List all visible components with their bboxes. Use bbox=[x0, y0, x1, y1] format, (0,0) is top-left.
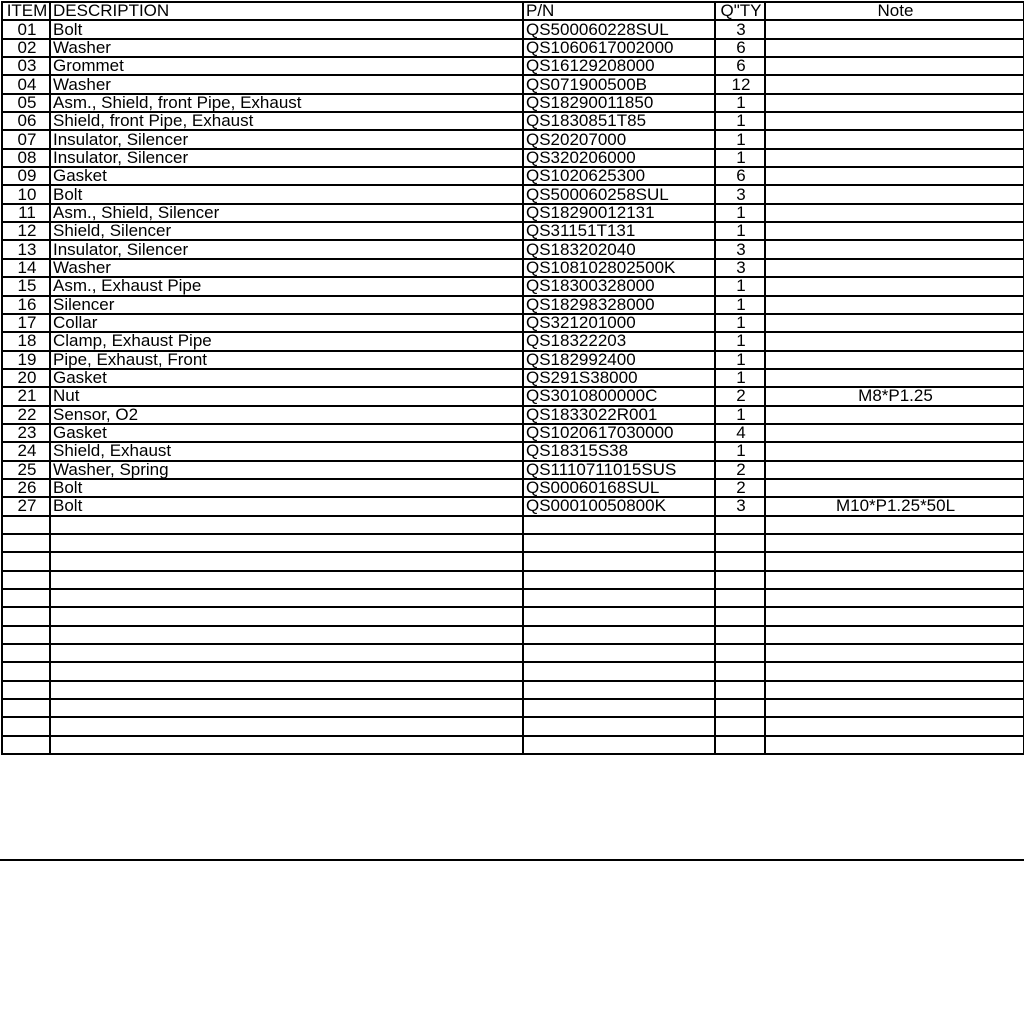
table-row bbox=[2, 497, 1024, 515]
part-number-cell bbox=[523, 644, 715, 662]
note-cell bbox=[765, 57, 1024, 75]
part-number-cell: QS20207000 bbox=[523, 130, 715, 148]
item-number-cell: 10 bbox=[2, 185, 50, 203]
note-cell bbox=[765, 644, 1024, 662]
quantity-cell: 2 bbox=[715, 461, 765, 479]
table-row bbox=[2, 94, 1024, 112]
item-number-cell bbox=[2, 607, 50, 625]
item-number-cell bbox=[2, 736, 50, 754]
description-cell: Asm., Shield, front Pipe, Exhaust bbox=[50, 94, 523, 112]
description-cell: Shield, front Pipe, Exhaust bbox=[50, 112, 523, 130]
table-header-row bbox=[2, 2, 1024, 20]
part-number-cell: QS071900500B bbox=[523, 75, 715, 93]
description-cell bbox=[50, 534, 523, 552]
quantity-cell bbox=[715, 534, 765, 552]
item-number-cell: 27 bbox=[2, 497, 50, 515]
note-cell bbox=[765, 314, 1024, 332]
header-note: Note bbox=[765, 2, 1024, 20]
description-cell: Washer bbox=[50, 259, 523, 277]
part-number-cell: QS1830851T85 bbox=[523, 112, 715, 130]
table-row bbox=[2, 534, 1024, 552]
part-number-cell bbox=[523, 699, 715, 717]
part-number-cell: QS1020617030000 bbox=[523, 424, 715, 442]
note-cell bbox=[765, 222, 1024, 240]
part-number-cell bbox=[523, 717, 715, 735]
item-number-cell: 05 bbox=[2, 94, 50, 112]
item-number-cell: 01 bbox=[2, 20, 50, 38]
item-number-cell: 06 bbox=[2, 112, 50, 130]
quantity-cell: 3 bbox=[715, 20, 765, 38]
note-cell bbox=[765, 149, 1024, 167]
quantity-cell bbox=[715, 626, 765, 644]
bottom-divider bbox=[0, 859, 1024, 861]
item-number-cell: 16 bbox=[2, 296, 50, 314]
description-cell bbox=[50, 571, 523, 589]
table-row bbox=[2, 644, 1024, 662]
part-number-cell bbox=[523, 626, 715, 644]
part-number-cell: QS1833022R001 bbox=[523, 406, 715, 424]
item-number-cell bbox=[2, 717, 50, 735]
note-cell bbox=[765, 589, 1024, 607]
item-number-cell: 07 bbox=[2, 130, 50, 148]
note-cell bbox=[765, 626, 1024, 644]
note-cell bbox=[765, 112, 1024, 130]
quantity-cell: 6 bbox=[715, 167, 765, 185]
table-row bbox=[2, 57, 1024, 75]
item-number-cell bbox=[2, 681, 50, 699]
quantity-cell: 12 bbox=[715, 75, 765, 93]
item-number-cell: 26 bbox=[2, 479, 50, 497]
description-cell bbox=[50, 681, 523, 699]
table-row bbox=[2, 185, 1024, 203]
description-cell: Bolt bbox=[50, 20, 523, 38]
quantity-cell: 1 bbox=[715, 277, 765, 295]
table-row bbox=[2, 75, 1024, 93]
note-cell bbox=[765, 571, 1024, 589]
quantity-cell: 1 bbox=[715, 222, 765, 240]
header-description: DESCRIPTION bbox=[50, 2, 523, 20]
part-number-cell bbox=[523, 534, 715, 552]
description-cell: Washer, Spring bbox=[50, 461, 523, 479]
description-cell: Nut bbox=[50, 387, 523, 405]
quantity-cell: 1 bbox=[715, 130, 765, 148]
quantity-cell bbox=[715, 589, 765, 607]
table-row bbox=[2, 717, 1024, 735]
table-row bbox=[2, 461, 1024, 479]
description-cell bbox=[50, 699, 523, 717]
quantity-cell bbox=[715, 699, 765, 717]
description-cell bbox=[50, 736, 523, 754]
note-cell bbox=[765, 516, 1024, 534]
note-cell bbox=[765, 185, 1024, 203]
note-cell bbox=[765, 351, 1024, 369]
note-cell bbox=[765, 296, 1024, 314]
note-cell bbox=[765, 20, 1024, 38]
description-cell: Shield, Exhaust bbox=[50, 442, 523, 460]
quantity-cell bbox=[715, 717, 765, 735]
part-number-cell: QS108102802500K bbox=[523, 259, 715, 277]
description-cell bbox=[50, 516, 523, 534]
quantity-cell: 6 bbox=[715, 57, 765, 75]
part-number-cell bbox=[523, 516, 715, 534]
description-cell bbox=[50, 552, 523, 570]
item-number-cell bbox=[2, 589, 50, 607]
item-number-cell bbox=[2, 571, 50, 589]
part-number-cell: QS18298328000 bbox=[523, 296, 715, 314]
item-number-cell bbox=[2, 534, 50, 552]
quantity-cell: 1 bbox=[715, 112, 765, 130]
table-row bbox=[2, 204, 1024, 222]
note-cell bbox=[765, 369, 1024, 387]
description-cell: Collar bbox=[50, 314, 523, 332]
description-cell: Washer bbox=[50, 75, 523, 93]
item-number-cell: 17 bbox=[2, 314, 50, 332]
note-cell bbox=[765, 406, 1024, 424]
part-number-cell: QS18290011850 bbox=[523, 94, 715, 112]
part-number-cell: QS183202040 bbox=[523, 240, 715, 258]
item-number-cell: 25 bbox=[2, 461, 50, 479]
table-row bbox=[2, 571, 1024, 589]
quantity-cell: 1 bbox=[715, 204, 765, 222]
table-row bbox=[2, 589, 1024, 607]
header-part-number: P/N bbox=[523, 2, 715, 20]
description-cell: Insulator, Silencer bbox=[50, 149, 523, 167]
part-number-cell bbox=[523, 571, 715, 589]
description-cell: Insulator, Silencer bbox=[50, 240, 523, 258]
part-number-cell bbox=[523, 607, 715, 625]
item-number-cell: 08 bbox=[2, 149, 50, 167]
part-number-cell bbox=[523, 589, 715, 607]
quantity-cell bbox=[715, 571, 765, 589]
item-number-cell: 12 bbox=[2, 222, 50, 240]
quantity-cell: 1 bbox=[715, 94, 765, 112]
quantity-cell: 3 bbox=[715, 497, 765, 515]
description-cell: Insulator, Silencer bbox=[50, 130, 523, 148]
header-quantity: Q"TY bbox=[715, 2, 765, 20]
description-cell: Asm., Exhaust Pipe bbox=[50, 277, 523, 295]
table-row bbox=[2, 149, 1024, 167]
description-cell bbox=[50, 644, 523, 662]
note-cell bbox=[765, 552, 1024, 570]
quantity-cell: 1 bbox=[715, 149, 765, 167]
table-row bbox=[2, 607, 1024, 625]
table-row bbox=[2, 130, 1024, 148]
item-number-cell bbox=[2, 552, 50, 570]
quantity-cell: 1 bbox=[715, 351, 765, 369]
note-cell bbox=[765, 607, 1024, 625]
description-cell bbox=[50, 717, 523, 735]
description-cell bbox=[50, 626, 523, 644]
note-cell bbox=[765, 479, 1024, 497]
table-row bbox=[2, 20, 1024, 38]
part-number-cell: QS18290012131 bbox=[523, 204, 715, 222]
quantity-cell bbox=[715, 736, 765, 754]
description-cell bbox=[50, 607, 523, 625]
quantity-cell: 1 bbox=[715, 296, 765, 314]
description-cell: Silencer bbox=[50, 296, 523, 314]
table-row bbox=[2, 314, 1024, 332]
item-number-cell: 13 bbox=[2, 240, 50, 258]
item-number-cell: 03 bbox=[2, 57, 50, 75]
note-cell bbox=[765, 699, 1024, 717]
description-cell: Washer bbox=[50, 39, 523, 57]
quantity-cell bbox=[715, 644, 765, 662]
part-number-cell: QS1020625300 bbox=[523, 167, 715, 185]
item-number-cell bbox=[2, 699, 50, 717]
part-number-cell: QS00010050800K bbox=[523, 497, 715, 515]
part-number-cell bbox=[523, 736, 715, 754]
note-cell bbox=[765, 461, 1024, 479]
item-number-cell: 14 bbox=[2, 259, 50, 277]
table-row bbox=[2, 699, 1024, 717]
description-cell bbox=[50, 589, 523, 607]
table-row bbox=[2, 351, 1024, 369]
table-row bbox=[2, 387, 1024, 405]
description-cell bbox=[50, 662, 523, 680]
quantity-cell: 2 bbox=[715, 387, 765, 405]
part-number-cell: QS18322203 bbox=[523, 332, 715, 350]
note-cell bbox=[765, 681, 1024, 699]
note-cell bbox=[765, 534, 1024, 552]
table-row bbox=[2, 296, 1024, 314]
part-number-cell: QS1110711015SUS bbox=[523, 461, 715, 479]
quantity-cell: 6 bbox=[715, 39, 765, 57]
part-number-cell: QS31151T131 bbox=[523, 222, 715, 240]
table-row bbox=[2, 259, 1024, 277]
part-number-cell: QS291S38000 bbox=[523, 369, 715, 387]
quantity-cell: 1 bbox=[715, 314, 765, 332]
table-row bbox=[2, 626, 1024, 644]
table-row bbox=[2, 406, 1024, 424]
description-cell: Sensor, O2 bbox=[50, 406, 523, 424]
quantity-cell: 3 bbox=[715, 259, 765, 277]
part-number-cell: QS3010800000C bbox=[523, 387, 715, 405]
item-number-cell: 18 bbox=[2, 332, 50, 350]
item-number-cell: 24 bbox=[2, 442, 50, 460]
description-cell: Bolt bbox=[50, 497, 523, 515]
item-number-cell bbox=[2, 644, 50, 662]
part-number-cell: QS500060258SUL bbox=[523, 185, 715, 203]
item-number-cell bbox=[2, 662, 50, 680]
part-number-cell: QS182992400 bbox=[523, 351, 715, 369]
parts-list-table bbox=[1, 1, 1024, 755]
item-number-cell: 04 bbox=[2, 75, 50, 93]
item-number-cell: 15 bbox=[2, 277, 50, 295]
note-cell bbox=[765, 240, 1024, 258]
part-number-cell: QS500060228SUL bbox=[523, 20, 715, 38]
table-row bbox=[2, 479, 1024, 497]
note-cell bbox=[765, 332, 1024, 350]
note-cell bbox=[765, 94, 1024, 112]
description-cell: Bolt bbox=[50, 185, 523, 203]
description-cell: Gasket bbox=[50, 369, 523, 387]
quantity-cell bbox=[715, 607, 765, 625]
table-row bbox=[2, 552, 1024, 570]
item-number-cell: 23 bbox=[2, 424, 50, 442]
table-row bbox=[2, 112, 1024, 130]
table-row bbox=[2, 277, 1024, 295]
part-number-cell: QS321201000 bbox=[523, 314, 715, 332]
table-row bbox=[2, 240, 1024, 258]
note-cell bbox=[765, 204, 1024, 222]
table-row bbox=[2, 369, 1024, 387]
note-cell bbox=[765, 75, 1024, 93]
quantity-cell: 3 bbox=[715, 185, 765, 203]
quantity-cell bbox=[715, 552, 765, 570]
note-cell: M8*P1.25 bbox=[765, 387, 1024, 405]
quantity-cell bbox=[715, 516, 765, 534]
item-number-cell: 21 bbox=[2, 387, 50, 405]
item-number-cell: 02 bbox=[2, 39, 50, 57]
description-cell: Bolt bbox=[50, 479, 523, 497]
quantity-cell: 1 bbox=[715, 332, 765, 350]
quantity-cell: 1 bbox=[715, 406, 765, 424]
header-item: ITEM bbox=[2, 2, 50, 20]
part-number-cell: QS00060168SUL bbox=[523, 479, 715, 497]
item-number-cell: 22 bbox=[2, 406, 50, 424]
item-number-cell bbox=[2, 626, 50, 644]
item-number-cell: 20 bbox=[2, 369, 50, 387]
item-number-cell: 19 bbox=[2, 351, 50, 369]
part-number-cell: QS16129208000 bbox=[523, 57, 715, 75]
description-cell: Pipe, Exhaust, Front bbox=[50, 351, 523, 369]
item-number-cell bbox=[2, 516, 50, 534]
note-cell bbox=[765, 167, 1024, 185]
note-cell bbox=[765, 662, 1024, 680]
table-row bbox=[2, 424, 1024, 442]
note-cell bbox=[765, 717, 1024, 735]
table-row bbox=[2, 39, 1024, 57]
description-cell: Gasket bbox=[50, 424, 523, 442]
quantity-cell: 1 bbox=[715, 442, 765, 460]
quantity-cell: 3 bbox=[715, 240, 765, 258]
parts-table-body bbox=[2, 2, 1024, 754]
quantity-cell bbox=[715, 662, 765, 680]
table-row bbox=[2, 736, 1024, 754]
part-number-cell bbox=[523, 681, 715, 699]
table-row bbox=[2, 167, 1024, 185]
item-number-cell: 09 bbox=[2, 167, 50, 185]
part-number-cell bbox=[523, 552, 715, 570]
table-row bbox=[2, 222, 1024, 240]
note-cell bbox=[765, 259, 1024, 277]
note-cell bbox=[765, 424, 1024, 442]
table-row bbox=[2, 516, 1024, 534]
part-number-cell: QS18300328000 bbox=[523, 277, 715, 295]
table-row bbox=[2, 332, 1024, 350]
description-cell: Clamp, Exhaust Pipe bbox=[50, 332, 523, 350]
part-number-cell: QS18315S38 bbox=[523, 442, 715, 460]
table-row bbox=[2, 442, 1024, 460]
table-row bbox=[2, 681, 1024, 699]
note-cell bbox=[765, 442, 1024, 460]
part-number-cell: QS1060617002000 bbox=[523, 39, 715, 57]
quantity-cell: 2 bbox=[715, 479, 765, 497]
part-number-cell bbox=[523, 662, 715, 680]
note-cell bbox=[765, 39, 1024, 57]
table-row bbox=[2, 662, 1024, 680]
description-cell: Asm., Shield, Silencer bbox=[50, 204, 523, 222]
description-cell: Gasket bbox=[50, 167, 523, 185]
note-cell bbox=[765, 130, 1024, 148]
description-cell: Shield, Silencer bbox=[50, 222, 523, 240]
note-cell bbox=[765, 736, 1024, 754]
quantity-cell: 1 bbox=[715, 369, 765, 387]
part-number-cell: QS320206000 bbox=[523, 149, 715, 167]
note-cell bbox=[765, 277, 1024, 295]
note-cell: M10*P1.25*50L bbox=[765, 497, 1024, 515]
quantity-cell: 4 bbox=[715, 424, 765, 442]
description-cell: Grommet bbox=[50, 57, 523, 75]
item-number-cell: 11 bbox=[2, 204, 50, 222]
quantity-cell bbox=[715, 681, 765, 699]
